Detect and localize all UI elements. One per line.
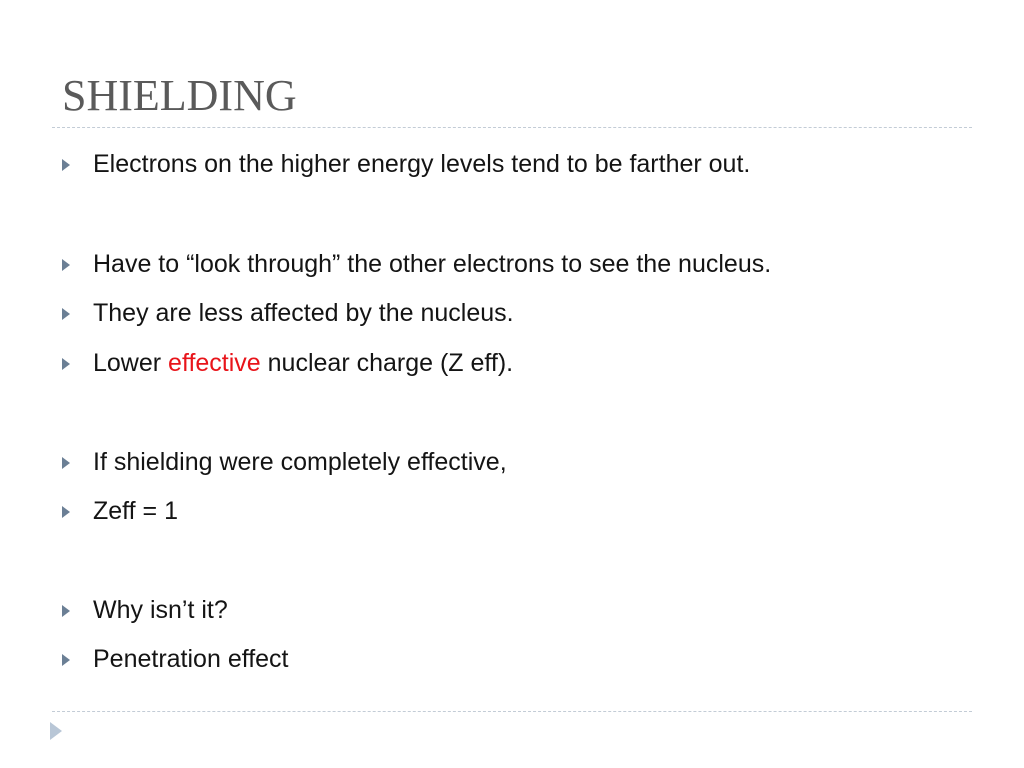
bullet-text: They are less affected by the nucleus.: [93, 299, 514, 327]
bullet-arrow-icon: [62, 358, 70, 370]
bullet-arrow-icon: [62, 605, 70, 617]
bullet-text: Penetration effect: [93, 645, 289, 673]
bullet-text: Electrons on the higher energy levels tend to be farther out.: [93, 150, 751, 178]
title-divider: [52, 127, 972, 128]
slide-title: SHIELDING: [62, 71, 297, 120]
bullet-text-prefix: Lower: [93, 349, 169, 377]
bullet-text: [93, 345, 513, 381]
bullet-arrow-icon: [62, 259, 70, 271]
highlighted-term: effective: [168, 349, 261, 377]
bullet-arrow-icon: [62, 457, 70, 469]
bullet-arrow-icon: [62, 506, 70, 518]
bullet-text: Why isn’t it?: [93, 596, 228, 624]
bullet-text-suffix: nuclear charge (Z eff).: [260, 349, 514, 377]
bullet-text: If shielding were completely effective,: [93, 448, 507, 476]
play-arrow-icon[interactable]: [50, 722, 62, 740]
bullet-text: Zeff = 1: [93, 497, 179, 525]
bullet-arrow-icon: [62, 159, 70, 171]
bullet-text: Have to “look through” the other electrons to see the nucleus.: [93, 250, 772, 278]
footer-divider: [52, 711, 972, 712]
bullet-arrow-icon: [62, 308, 70, 320]
bullet-arrow-icon: [62, 654, 70, 666]
